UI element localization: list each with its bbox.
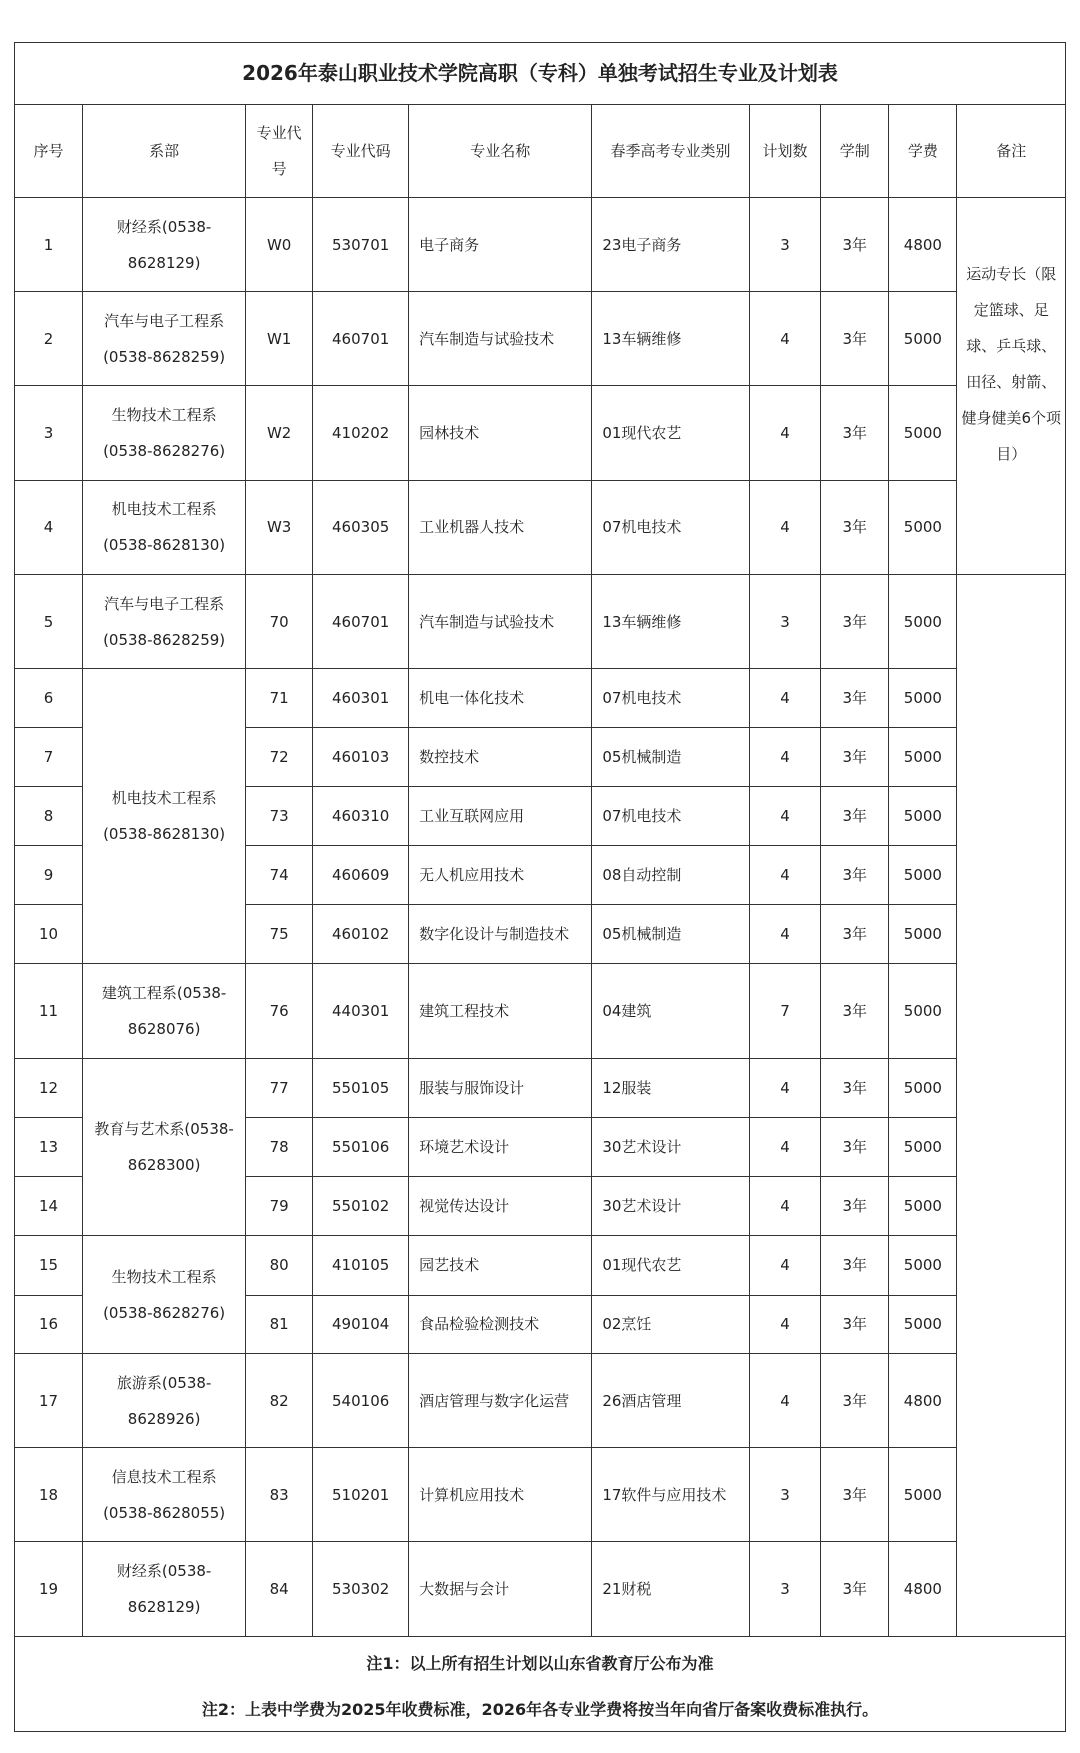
dept-cell: 机电技术工程系(0538-8628130) <box>83 480 246 574</box>
category-cell: 01现代农艺 <box>592 386 749 480</box>
major-name-cell: 数控技术 <box>409 727 592 786</box>
duration-cell: 3年 <box>821 480 889 574</box>
major-name-cell: 数字化设计与制造技术 <box>409 904 592 963</box>
note-2: 注2：上表中学费为2025年收费标准，2026年各专业学费将按当年向省厅备案收费标准执行。 <box>201 1700 879 1719</box>
category-cell: 17软件与应用技术 <box>592 1448 749 1542</box>
fee-cell: 5000 <box>889 669 957 727</box>
plan-cell: 4 <box>749 480 820 574</box>
major-code-short-cell: W1 <box>246 292 313 386</box>
major-code-cell: 460701 <box>313 292 409 386</box>
plan-cell: 3 <box>749 1448 820 1542</box>
fee-cell: 5000 <box>889 1236 957 1295</box>
plan-cell: 4 <box>749 1353 820 1447</box>
duration-cell: 3年 <box>821 1058 889 1117</box>
duration-cell: 3年 <box>821 386 889 480</box>
table-row <box>15 1236 1066 1295</box>
plan-cell: 4 <box>749 1176 820 1235</box>
plan-cell: 4 <box>749 727 820 786</box>
major-name-cell: 机电一体化技术 <box>409 669 592 727</box>
major-code-cell: 540106 <box>313 1353 409 1447</box>
seq-cell: 6 <box>15 669 83 727</box>
table-row <box>15 1058 1066 1117</box>
major-name-cell: 工业互联网应用 <box>409 787 592 845</box>
plan-cell: 4 <box>749 669 820 727</box>
category-cell: 21财税 <box>592 1542 749 1637</box>
fee-cell: 5000 <box>889 292 957 386</box>
plan-cell: 4 <box>749 1295 820 1353</box>
seq-cell: 17 <box>15 1353 83 1447</box>
table-row <box>15 480 1066 574</box>
major-code-cell: 440301 <box>313 964 409 1058</box>
plan-cell: 3 <box>749 575 820 669</box>
fee-cell: 5000 <box>889 787 957 845</box>
header-row <box>15 104 1066 197</box>
category-cell: 13车辆维修 <box>592 292 749 386</box>
header-category: 春季高考专业类别 <box>592 104 749 197</box>
major-code-short-cell: 84 <box>246 1542 313 1637</box>
fee-cell: 4800 <box>889 197 957 291</box>
seq-cell: 1 <box>15 197 83 291</box>
major-code-short-cell: 76 <box>246 964 313 1058</box>
major-name-cell: 电子商务 <box>409 197 592 291</box>
note-1: 注1：以上所有招生计划以山东省教育厅公布为准 <box>366 1654 714 1673</box>
duration-cell: 3年 <box>821 1295 889 1353</box>
header-duration: 学制 <box>821 104 889 197</box>
major-code-short-cell: W0 <box>246 197 313 291</box>
category-cell: 13车辆维修 <box>592 575 749 669</box>
plan-cell: 4 <box>749 787 820 845</box>
seq-cell: 8 <box>15 787 83 845</box>
seq-cell: 12 <box>15 1058 83 1117</box>
major-code-short-cell: 75 <box>246 904 313 963</box>
major-name-cell: 服装与服饰设计 <box>409 1058 592 1117</box>
remark-empty-cell <box>957 575 1066 1637</box>
table-row <box>15 386 1066 480</box>
major-name-cell: 园艺技术 <box>409 1236 592 1295</box>
seq-cell: 3 <box>15 386 83 480</box>
major-code-cell: 460701 <box>313 575 409 669</box>
table-title: 2026年泰山职业技术学院高职（专科）单独考试招生专业及计划表 <box>15 43 1066 105</box>
major-code-cell: 550105 <box>313 1058 409 1117</box>
seq-cell: 2 <box>15 292 83 386</box>
fee-cell: 5000 <box>889 480 957 574</box>
header-plan: 计划数 <box>749 104 820 197</box>
major-name-cell: 环境艺术设计 <box>409 1118 592 1176</box>
dept-cell: 生物技术工程系(0538-8628276) <box>83 1236 246 1354</box>
major-code-cell: 460103 <box>313 727 409 786</box>
fee-cell: 5000 <box>889 386 957 480</box>
duration-cell: 3年 <box>821 669 889 727</box>
dept-cell: 生物技术工程系(0538-8628276) <box>83 386 246 480</box>
major-code-cell: 460301 <box>313 669 409 727</box>
category-cell: 12服装 <box>592 1058 749 1117</box>
header-fee: 学费 <box>889 104 957 197</box>
major-name-cell: 建筑工程技术 <box>409 964 592 1058</box>
duration-cell: 3年 <box>821 964 889 1058</box>
plan-cell: 4 <box>749 904 820 963</box>
major-code-short-cell: 80 <box>246 1236 313 1295</box>
major-name-cell: 无人机应用技术 <box>409 845 592 904</box>
fee-cell: 5000 <box>889 1295 957 1353</box>
plan-cell: 3 <box>749 197 820 291</box>
fee-cell: 5000 <box>889 727 957 786</box>
fee-cell: 5000 <box>889 904 957 963</box>
major-name-cell: 园林技术 <box>409 386 592 480</box>
plan-cell: 4 <box>749 1058 820 1117</box>
table-row <box>15 669 1066 727</box>
fee-cell: 5000 <box>889 964 957 1058</box>
major-name-cell: 视觉传达设计 <box>409 1176 592 1235</box>
major-code-short-cell: 74 <box>246 845 313 904</box>
major-name-cell: 酒店管理与数字化运营 <box>409 1353 592 1447</box>
duration-cell: 3年 <box>821 575 889 669</box>
header-seq: 序号 <box>15 104 83 197</box>
fee-cell: 5000 <box>889 575 957 669</box>
dept-cell: 财经系(0538-8628129) <box>83 197 246 291</box>
table-row <box>15 1448 1066 1542</box>
major-code-short-cell: 73 <box>246 787 313 845</box>
major-code-short-cell: W2 <box>246 386 313 480</box>
category-cell: 02烹饪 <box>592 1295 749 1353</box>
seq-cell: 7 <box>15 727 83 786</box>
category-cell: 23电子商务 <box>592 197 749 291</box>
dept-cell: 汽车与电子工程系(0538-8628259) <box>83 575 246 669</box>
plan-cell: 4 <box>749 292 820 386</box>
seq-cell: 15 <box>15 1236 83 1295</box>
duration-cell: 3年 <box>821 845 889 904</box>
category-cell: 30艺术设计 <box>592 1176 749 1235</box>
category-cell: 05机械制造 <box>592 727 749 786</box>
header-major-code-short: 专业代号 <box>246 104 313 197</box>
seq-cell: 5 <box>15 575 83 669</box>
seq-cell: 10 <box>15 904 83 963</box>
major-name-cell: 大数据与会计 <box>409 1542 592 1637</box>
duration-cell: 3年 <box>821 1118 889 1176</box>
category-cell: 08自动控制 <box>592 845 749 904</box>
dept-cell: 建筑工程系(0538-8628076) <box>83 964 246 1058</box>
table-row <box>15 964 1066 1058</box>
table-row <box>15 197 1066 291</box>
major-code-cell: 550102 <box>313 1176 409 1235</box>
major-code-cell: 410202 <box>313 386 409 480</box>
seq-cell: 19 <box>15 1542 83 1637</box>
header-remark: 备注 <box>957 104 1066 197</box>
major-code-cell: 460310 <box>313 787 409 845</box>
major-name-cell: 食品检验检测技术 <box>409 1295 592 1353</box>
fee-cell: 4800 <box>889 1353 957 1447</box>
dept-cell: 信息技术工程系(0538-8628055) <box>83 1448 246 1542</box>
seq-cell: 13 <box>15 1118 83 1176</box>
major-name-cell: 计算机应用技术 <box>409 1448 592 1542</box>
remark-cell: 运动专长（限定篮球、足球、乒乓球、田径、射箭、健身健美6个项目） <box>957 197 1066 574</box>
plan-cell: 4 <box>749 1236 820 1295</box>
table-row <box>15 575 1066 669</box>
duration-cell: 3年 <box>821 1236 889 1295</box>
major-code-cell: 460305 <box>313 480 409 574</box>
major-code-short-cell: 72 <box>246 727 313 786</box>
major-code-cell: 530701 <box>313 197 409 291</box>
duration-cell: 3年 <box>821 787 889 845</box>
category-cell: 04建筑 <box>592 964 749 1058</box>
major-name-cell: 汽车制造与试验技术 <box>409 575 592 669</box>
major-code-short-cell: 81 <box>246 1295 313 1353</box>
seq-cell: 16 <box>15 1295 83 1353</box>
category-cell: 05机械制造 <box>592 904 749 963</box>
major-code-cell: 550106 <box>313 1118 409 1176</box>
major-code-short-cell: 71 <box>246 669 313 727</box>
major-code-short-cell: 77 <box>246 1058 313 1117</box>
fee-cell: 5000 <box>889 845 957 904</box>
major-code-cell: 530302 <box>313 1542 409 1637</box>
plan-cell: 4 <box>749 1118 820 1176</box>
seq-cell: 9 <box>15 845 83 904</box>
dept-cell: 财经系(0538-8628129) <box>83 1542 246 1637</box>
seq-cell: 14 <box>15 1176 83 1235</box>
plan-cell: 4 <box>749 845 820 904</box>
major-code-cell: 460102 <box>313 904 409 963</box>
fee-cell: 4800 <box>889 1542 957 1637</box>
category-cell: 07机电技术 <box>592 669 749 727</box>
fee-cell: 5000 <box>889 1448 957 1542</box>
duration-cell: 3年 <box>821 197 889 291</box>
header-major-name: 专业名称 <box>409 104 592 197</box>
plan-cell: 4 <box>749 386 820 480</box>
major-code-short-cell: 79 <box>246 1176 313 1235</box>
duration-cell: 3年 <box>821 292 889 386</box>
category-cell: 07机电技术 <box>592 480 749 574</box>
duration-cell: 3年 <box>821 1353 889 1447</box>
major-code-short-cell: 70 <box>246 575 313 669</box>
category-cell: 07机电技术 <box>592 787 749 845</box>
dept-cell: 汽车与电子工程系(0538-8628259) <box>83 292 246 386</box>
major-code-short-cell: 82 <box>246 1353 313 1447</box>
seq-cell: 11 <box>15 964 83 1058</box>
major-code-short-cell: 83 <box>246 1448 313 1542</box>
duration-cell: 3年 <box>821 1176 889 1235</box>
duration-cell: 3年 <box>821 727 889 786</box>
dept-cell: 旅游系(0538-8628926) <box>83 1353 246 1447</box>
major-name-cell: 工业机器人技术 <box>409 480 592 574</box>
table-row <box>15 1542 1066 1637</box>
table-row <box>15 1353 1066 1447</box>
major-code-cell: 510201 <box>313 1448 409 1542</box>
major-code-cell: 410105 <box>313 1236 409 1295</box>
fee-cell: 5000 <box>889 1118 957 1176</box>
category-cell: 30艺术设计 <box>592 1118 749 1176</box>
category-cell: 01现代农艺 <box>592 1236 749 1295</box>
dept-cell: 教育与艺术系(0538-8628300) <box>83 1058 246 1235</box>
dept-cell: 机电技术工程系(0538-8628130) <box>83 669 246 964</box>
fee-cell: 5000 <box>889 1176 957 1235</box>
major-code-cell: 490104 <box>313 1295 409 1353</box>
seq-cell: 4 <box>15 480 83 574</box>
table-row <box>15 292 1066 386</box>
duration-cell: 3年 <box>821 1448 889 1542</box>
major-code-short-cell: W3 <box>246 480 313 574</box>
enrollment-plan-table <box>14 42 1066 1732</box>
duration-cell: 3年 <box>821 904 889 963</box>
major-code-cell: 460609 <box>313 845 409 904</box>
plan-cell: 3 <box>749 1542 820 1637</box>
fee-cell: 5000 <box>889 1058 957 1117</box>
duration-cell: 3年 <box>821 1542 889 1637</box>
major-name-cell: 汽车制造与试验技术 <box>409 292 592 386</box>
notes-cell <box>15 1637 1066 1732</box>
header-major-code: 专业代码 <box>313 104 409 197</box>
seq-cell: 18 <box>15 1448 83 1542</box>
header-dept: 系部 <box>83 104 246 197</box>
major-code-short-cell: 78 <box>246 1118 313 1176</box>
category-cell: 26酒店管理 <box>592 1353 749 1447</box>
plan-cell: 7 <box>749 964 820 1058</box>
